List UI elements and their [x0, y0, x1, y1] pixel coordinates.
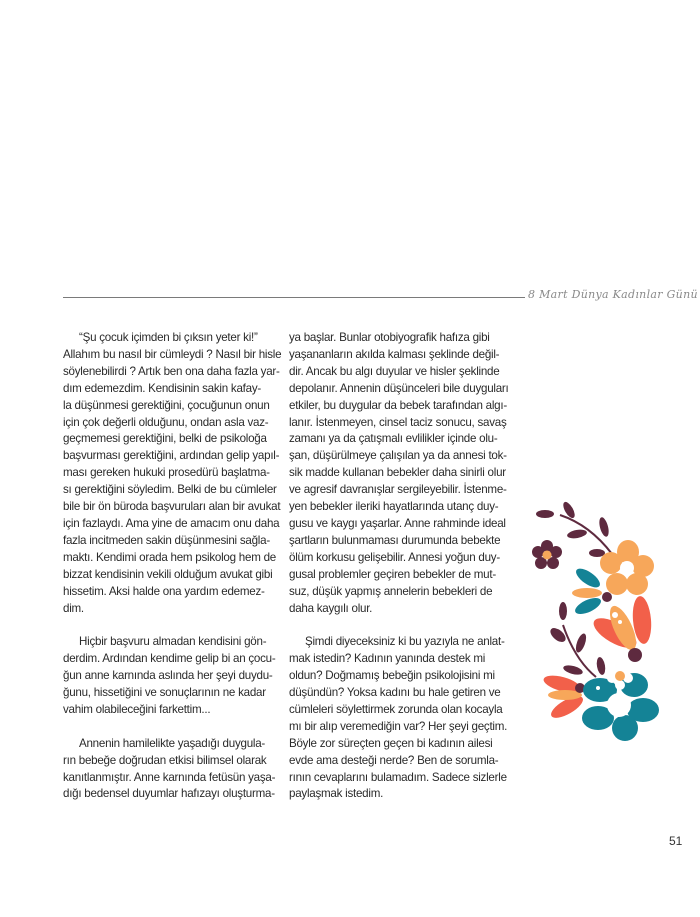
text-line: lanır. İstenmeyen, cinsel taciz sonucu, savaş [289, 415, 507, 429]
text-line: depolanır. Annenin düşünceleri bile duyguları [289, 381, 509, 395]
text-column-right [289, 330, 514, 820]
running-header-title: 8 Mart Dünya Kadınlar Günü [528, 288, 698, 301]
text-line: yen bebekler ileriki hayatlarında utanç duy- [289, 500, 499, 514]
text-line: paylaşmak istedim. [289, 787, 384, 801]
text-column-left [63, 330, 288, 820]
text-line: dığı bedensel duyumlar hafızayı oluşturma- [63, 787, 275, 801]
text-line: dım edemezdim. Kendisinin sakin kafay- [63, 381, 261, 395]
paragraph [63, 736, 288, 804]
text-line: için fazlaydı. Ama yine de amacım onu daha [63, 516, 280, 530]
paragraph [289, 634, 514, 803]
text-line: vahim olabileceğini farkettim... [63, 702, 211, 716]
text-line: ya başlar. Bunlar otobiyografik hafıza gibi [289, 331, 490, 344]
text-line: gusu ve kaygı yaşarlar. Anne rahminde ideal [289, 516, 506, 530]
text-line: sik madde kullanan bebekler daha sinirli olur [289, 466, 506, 480]
text-line: derdim. Ardından kendime gelip bi an çocu- [63, 652, 276, 666]
paragraph [63, 634, 288, 719]
text-line: başvurması gerektiğini, ardından gelip yapıl- [63, 449, 280, 463]
text-line: Annenin hamilelikte yaşadığı duygula- [79, 736, 266, 750]
header-rule [63, 297, 525, 298]
text-line: etkiler, bu duygular da bebek tarafından algı- [289, 398, 507, 412]
text-line: kanıtlanmıştır. Anne karnında fetüsün yaşa- [63, 770, 276, 784]
text-line: dim. [63, 601, 84, 615]
text-line: maktı. Kendimi orada hem psikolog hem de [63, 550, 276, 564]
text-line: daha kaygılı olur. [289, 601, 373, 615]
red-bud [542, 672, 586, 722]
text-line: ğunu, hissetiğini ve sonuçlarının ne kadar [63, 686, 266, 700]
text-line: mı bir alıp veremediğin var? Her şeyi geçtim. [289, 719, 508, 733]
text-line: zamanı ya da çatışmalı evlilikler içinde olu- [289, 432, 498, 446]
text-line: Şimdi diyeceksiniz ki bu yazıyla ne anlat- [305, 635, 505, 649]
text-line: bizzat kendisinin vekili olduğum avukat gibi [63, 567, 273, 581]
page-number: 51 [669, 834, 683, 848]
floral-illustration [520, 480, 700, 760]
text-line: oldun? Doğmamış bebeğin psikolojisini mi [289, 669, 495, 683]
text-line: sı gerektiğini söyledim. Belki de bu cümleler [63, 483, 277, 497]
text-line: cümleleri söylettirmek zorunda olan kocayla [289, 702, 503, 716]
text-line: dir. Ancak bu algı duyular ve hisler şeklinde [289, 364, 500, 378]
paragraph [63, 330, 288, 617]
paragraph [289, 330, 514, 617]
text-line: bile bir ön büroda başvuruları alan bir avukat [63, 500, 281, 514]
teal-flower [582, 671, 659, 741]
text-line: için çok değerli olduğunu, ondan asla vaz- [63, 415, 269, 429]
small-maroon-flower [532, 540, 562, 569]
text-line: fazla incitmeden sakin düşünmesini sağla- [63, 533, 270, 547]
text-line: yaşananların akılda kalması şeklinde değil- [289, 347, 500, 361]
teal-bud [572, 565, 612, 617]
text-line: düşündün? Yoksa kadını bu hale getiren ve [289, 686, 501, 700]
text-line: ğun anne karnında aslında her şeyi duydu- [63, 669, 273, 683]
text-line: geçmemesi gerektiğini, belki de psikoloğa [63, 432, 267, 446]
text-line: şartların bulunmaması durumunda bebekte [289, 533, 501, 547]
text-line: ve agresif davranışlar sergileyebilir. İstenme- [289, 483, 507, 497]
text-line: mak istedin? Kadının yanında destek mi [289, 652, 486, 666]
text-line: ması gereken hukuki prosedürü başlatma- [63, 466, 270, 480]
text-line: hissetim. Aksi halde ona yardım edemez- [63, 584, 265, 598]
text-line: rının cevaplarını bulamadım. Sadece sizlerle [289, 770, 507, 784]
text-line: şan, düşürülmeye çalışılan ya da annesi tok- [289, 449, 507, 463]
text-line: rın bebeğe doğrudan etkisi bilimsel olarak [63, 753, 267, 767]
text-line: evde ama desteği nerde? Ben de sorumla- [289, 753, 499, 767]
text-line: Böyle zor süreçten geçen bi kadının ailesi [289, 736, 493, 750]
text-line: suz, düşük yapmış annelerin bebekleri de [289, 584, 493, 598]
text-line: Hiçbir başvuru almadan kendisini gön- [79, 635, 267, 649]
text-line: “Şu çocuk içimden bi çıksın yeter ki!” [79, 331, 258, 344]
text-line: gusal problemler geçiren bebekler de mut- [289, 567, 496, 581]
text-line: ölüm korkusu gelişebilir. Annesi yoğun duy- [289, 550, 500, 564]
text-line: Allahım bu nasıl bir cümleydi ? Nasıl bir hisle [63, 347, 282, 361]
text-line: la düşünmesi gerektiğini, çocuğunun onun [63, 398, 270, 412]
text-line: söylenebilirdi ? Artık ben ona daha fazla yar- [63, 364, 280, 378]
